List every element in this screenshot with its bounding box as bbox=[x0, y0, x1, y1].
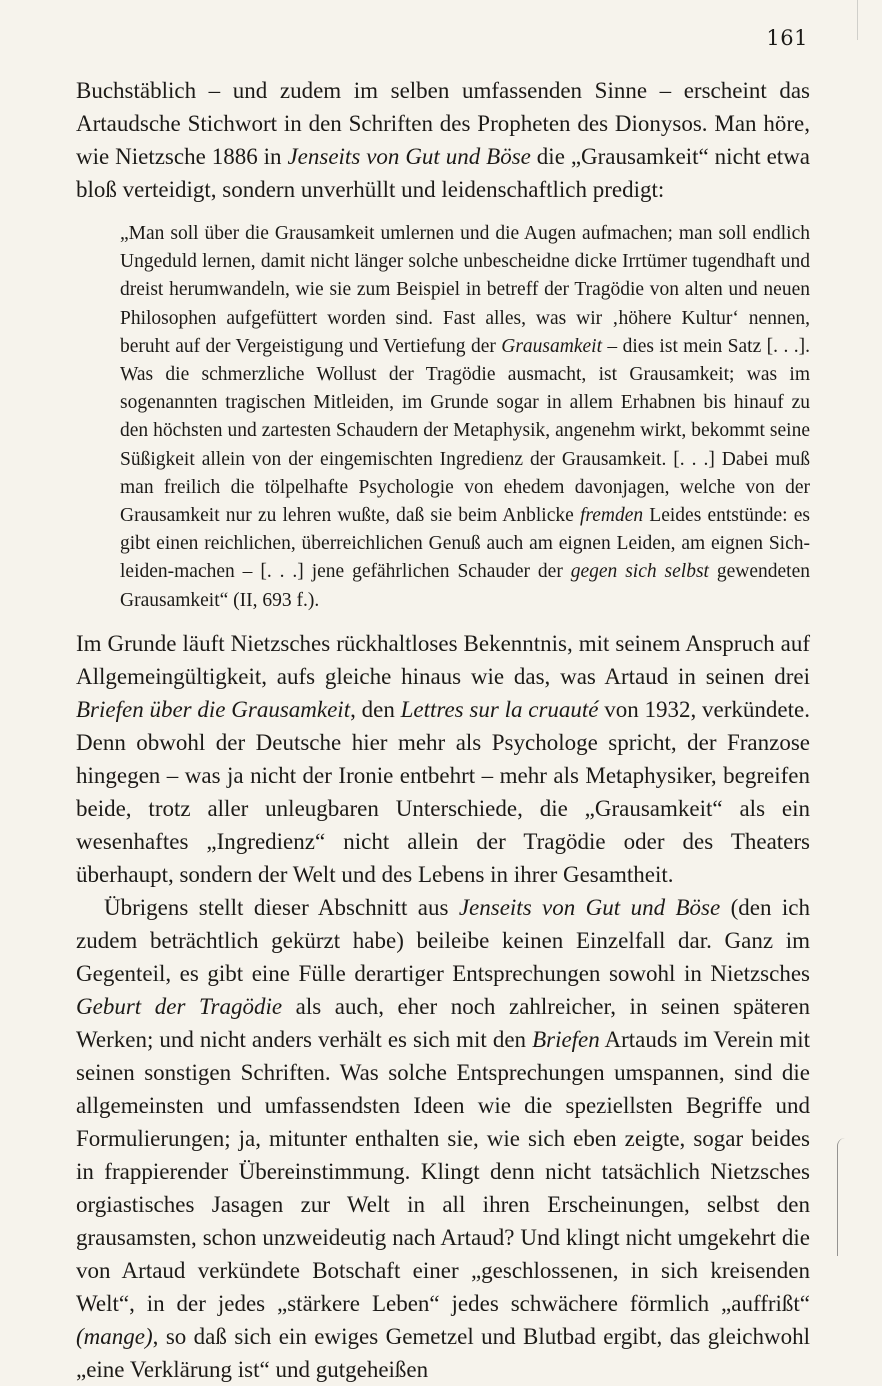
text-run: gewendeten Grausamkeit“ (II, 693 f.). bbox=[120, 561, 810, 611]
italic-text: Lettres sur la cruauté bbox=[400, 696, 599, 722]
paragraph-intro bbox=[76, 74, 810, 206]
italic-text: Jenseits von Gut und Böse bbox=[287, 144, 531, 169]
italic-text: Briefen über die Grausamkeit bbox=[76, 696, 351, 722]
italic-text: Briefen bbox=[532, 1026, 600, 1052]
italic-text: Jenseits von Gut und Böse bbox=[458, 894, 721, 920]
text-run: Leides entstünde: es gibt einen reichlichen, überreichlichen Genuß auch am eignen Leiden, am eignen Sich-leiden-machen – [. . .] jene gefährlichen Schauder der bbox=[120, 505, 810, 583]
text-run: als auch, eher noch zahlreicher, in seinen späteren Werken; und nicht anders verhält es sich mit den bbox=[76, 993, 810, 1052]
italic-text: Grausamkeit bbox=[501, 335, 603, 357]
italic-text: (mange) bbox=[76, 1323, 153, 1349]
text-block bbox=[76, 74, 810, 1386]
page-number: 161 bbox=[766, 26, 808, 50]
text-run: „Man soll über die Grausamkeit umlernen und die Augen aufmachen; man soll endlich Ungeduld lernen, damit nicht länger solche unbescheidne dicke Irrtümer tugendhaft und dreist herumwandeln, wie sie zum Beispiel in betreff der Tragödie von alten und neuen Philosophen aufgefüttert worden sind. Fast alles, was wir ‚höhere Kultur‘ nennen, beruht auf der Vergeistigung und Vertiefung der bbox=[120, 223, 810, 357]
paragraph-im-grunde bbox=[76, 627, 810, 891]
text-run: , den bbox=[350, 696, 401, 722]
block-quote bbox=[120, 220, 810, 615]
margin-pencil-mark bbox=[837, 1138, 846, 1256]
text-run: die „Grausamkeit“ nicht etwa bloß verteidigt, sondern unverhüllt und leidenschaftlich predigt: bbox=[76, 144, 811, 202]
text-run: – dies ist mein Satz [. . .]. Was die schmerzliche Wollust der Tragödie ausmacht, ist Grausamkeit; was im sogenannten tragischen Mitleiden, im Grunde sogar in allem Erhabnen bis hinauf zu den höchsten und zartesten Schaudern der Metaphysik, angenehm wirkt, bekommt seine Süßigkeit allein von der eingemischten Ingredienz der Grausamkeit. [. . .] Dabei muß man freilich die tölpelhafte Psychologie von ehedem davonjagen, welche von der Grausamkeit nur zu lehren wußte, daß sie beim Anblicke bbox=[120, 335, 811, 527]
text-run: von 1932, verkündete. Denn obwohl der Deutsche hier mehr als Psychologe spricht, der Franzose hingegen – was ja nicht der Ironie entbehrt – mehr als Metaphysiker, begreifen beide, trotz aller unleugbaren Unterschiede, die „Grausamkeit“ als ein wesenhaftes „Ingredienz“ nicht allein der Tragödie oder des Theaters überhaupt, sondern der Welt und des Lebens in ihrer Gesamtheit. bbox=[76, 696, 810, 887]
paragraph-uebrigens bbox=[76, 891, 810, 1386]
scan-artifact bbox=[857, 0, 858, 40]
italic-text: fremden bbox=[579, 505, 644, 527]
text-run: Im Grunde läuft Nietzsches rückhaltloses Bekenntnis, mit seinem Anspruch auf Allgemeingültigkeit, aufs gleiche hinaus wie das, was Artaud in seinen drei bbox=[76, 630, 810, 689]
text-run: (den ich zudem beträchtlich gekürzt habe) beileibe keinen Einzelfall dar. Ganz im Gegenteil, es gibt eine Fülle derartiger Entsprechungen sowohl in Nietzsches bbox=[76, 894, 811, 986]
italic-text: Geburt der Tragödie bbox=[76, 993, 283, 1019]
text-run: Buchstäblich – und zudem im selben umfassenden Sinne – erscheint das Artaudsche Stichwort in den Schriften des Propheten des Dionysos. Man höre, wie Nietzsche 1886 in bbox=[76, 78, 810, 169]
italic-text: gegen sich selbst bbox=[570, 561, 709, 583]
text-run: Artauds im Verein mit seinen sonstigen Schriften. Was solche Entsprechungen umspannen, sind die allgemeinsten und umfassendsten Ideen wie die speziellsten Begriffe und Formulierungen; ja, mitunter enthalten sie, wie sich eben zeigte, sogar beides in frappierender Übereinstimmung. Klingt denn nicht tatsächlich Nietzsches orgiastisches Jasagen zur Welt in all ihren Erscheinungen, selbst den grausamsten, schon unzweideutig nach Artaud? Und klingt nicht umgekehrt die von Artaud verkündete Botschaft einer „geschlossenen, in sich kreisenden Welt“, in der jedes „stärkere Leben“ jedes schwächere förmlich „auffrißt“ bbox=[76, 1026, 810, 1316]
text-run: Übrigens stellt dieser Abschnitt aus bbox=[104, 894, 459, 920]
text-run: , so daß sich ein ewiges Gemetzel und Blutbad ergibt, das gleichwohl „eine Verklärung ist“ und gutgeheißen bbox=[76, 1323, 810, 1382]
